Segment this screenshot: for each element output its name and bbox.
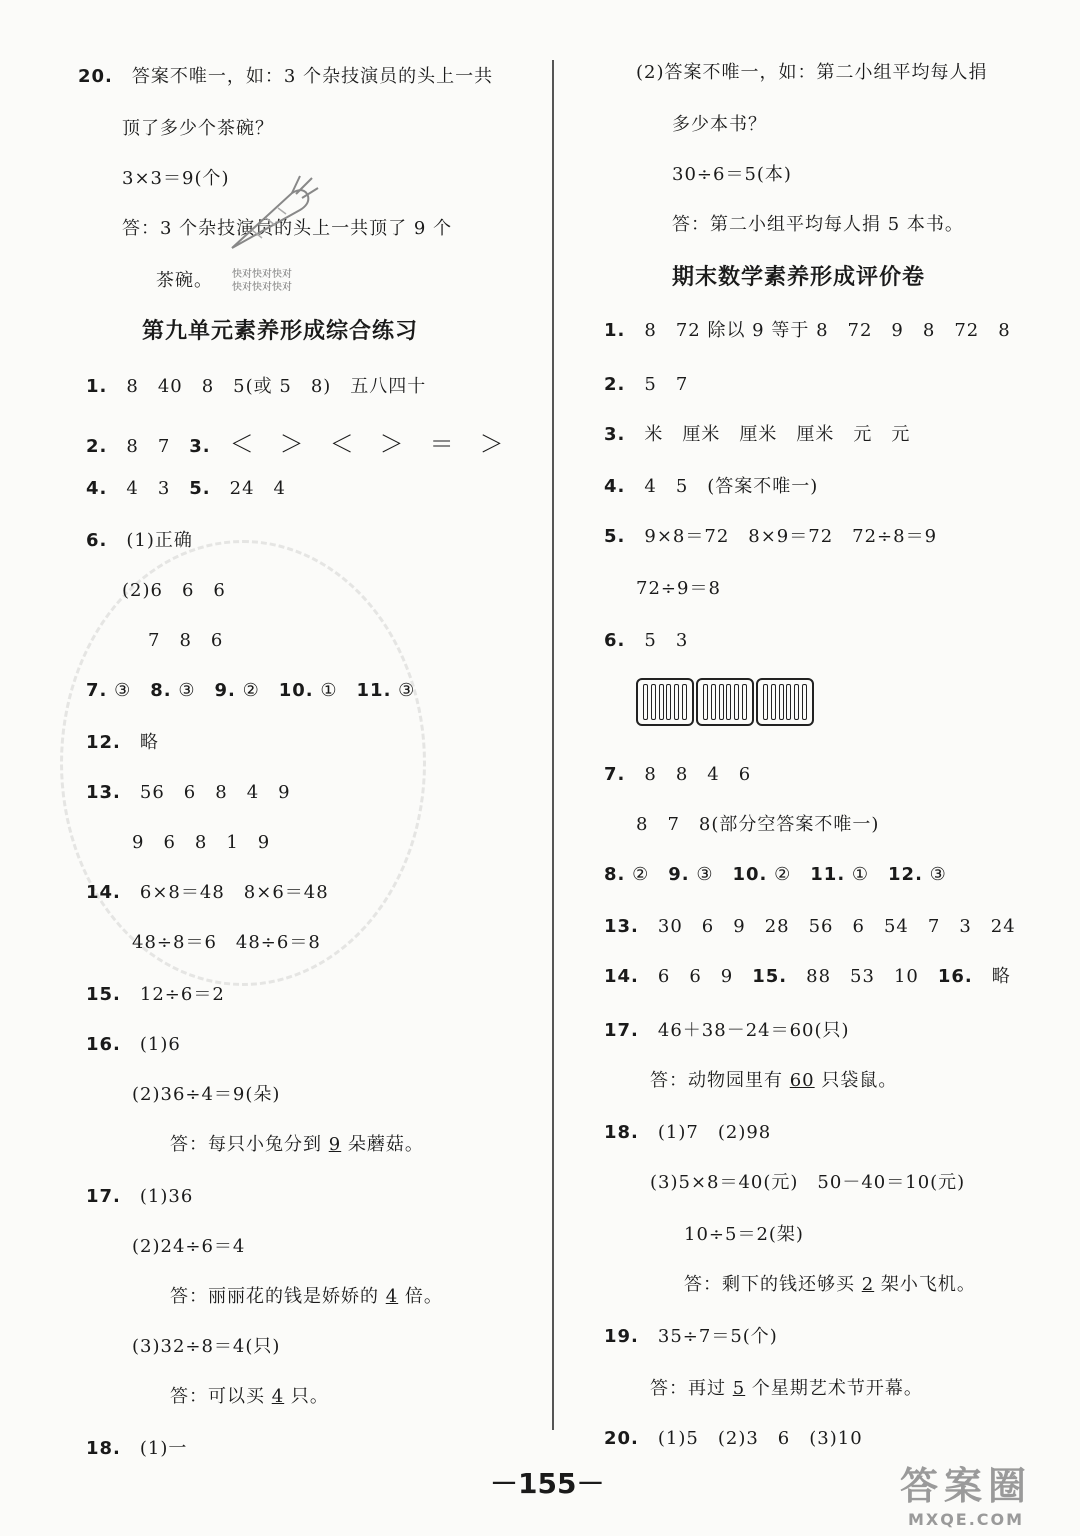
left-item-2-3: 2. 8 7 3. ＜ ＞ ＜ ＞ ＝ ＞ xyxy=(86,430,505,458)
left-item-16-part2: (2)36÷4＝9(朵) xyxy=(132,1084,281,1105)
left-item-7-11: 7. ③ 8. ③ 9. ② 10. ① 11. ③ xyxy=(86,680,416,701)
right-item-4: 4. 4 5 (答案不唯一) xyxy=(604,476,819,497)
right-q-line4: 答：第二小组平均每人捐 5 本书。 xyxy=(672,214,964,235)
left-item-6-part2: (2)6 6 6 xyxy=(122,580,226,601)
left-item-6: 6. (1)正确 xyxy=(86,530,193,551)
left-item-4-5: 4. 4 3 5. 24 4 xyxy=(86,478,287,499)
left-item-17-part2: (2)24÷6＝4 xyxy=(132,1236,246,1257)
right-item-3: 3. 米 厘米 厘米 厘米 元 元 xyxy=(604,424,911,445)
left-item-17-answer2: 答：可以买 4 只。 xyxy=(170,1386,329,1407)
column-divider xyxy=(552,60,554,1430)
right-item-5: 5. 9×8＝72 8×9＝72 72÷8＝9 xyxy=(604,526,938,547)
left-q20-line5: 茶碗。 xyxy=(156,270,213,291)
left-item-16-answer: 答：每只小兔分到 9 朵蘑菇。 xyxy=(170,1134,424,1155)
right-item-17: 17. 46＋38－24＝60(只) xyxy=(604,1020,850,1041)
left-item-16: 16. (1)6 xyxy=(86,1034,181,1055)
left-section-title: 第九单元素养形成综合练习 xyxy=(142,319,419,344)
faded-stamp xyxy=(60,540,426,986)
counting-sticks-figure xyxy=(636,678,814,726)
right-item-6: 6. 5 3 xyxy=(604,630,689,651)
right-item-17-answer: 答：动物园里有 60 只袋鼠。 xyxy=(650,1070,898,1091)
right-item-1: 1. 8 72 除以 9 等于 8 72 9 8 72 8 xyxy=(604,320,1011,341)
right-section-title: 期末数学素养形成评价卷 xyxy=(672,265,926,290)
left-item-14: 14. 6×8＝48 8×6＝48 xyxy=(86,882,329,903)
right-item-13: 13. 30 6 9 28 56 6 54 7 3 24 xyxy=(604,916,1016,937)
right-q-line3: 30÷6＝5(本) xyxy=(672,164,792,185)
left-q20-line1: 20. 答案不唯一，如：3 个杂技演员的头上一共 xyxy=(78,66,494,87)
right-item-7: 7. 8 8 4 6 xyxy=(604,764,752,785)
right-item-19-answer: 答：再过 5 个星期艺术节开幕。 xyxy=(650,1378,923,1399)
left-q20-line2: 顶了多少个茶碗？ xyxy=(122,118,274,139)
right-item-18-part3: 10÷5＝2(架) xyxy=(684,1224,804,1245)
right-item-20: 20. (1)5 (2)3 6 (3)10 xyxy=(604,1428,863,1449)
stick-bundle xyxy=(696,678,754,726)
site-logo: 答案圈 MXQE.COM xyxy=(900,1464,1033,1529)
left-item-13: 13. 56 6 8 4 9 xyxy=(86,782,291,803)
watermark-text: 快对快对快对 快对快对快对 xyxy=(232,269,292,293)
left-item-17-answer: 答：丽丽花的钱是娇娇的 4 倍。 xyxy=(170,1286,443,1307)
right-item-19: 19. 35÷7＝5(个) xyxy=(604,1326,778,1347)
page-number: －155－ xyxy=(490,1467,605,1500)
right-item-18-answer: 答：剩下的钱还够买 2 架小飞机。 xyxy=(684,1274,976,1295)
left-item-12: 12. 略 xyxy=(86,732,159,753)
right-item-14-16: 14. 6 6 9 15. 88 53 10 16. 略 xyxy=(604,966,1011,987)
left-q20-line4: 答：3 个杂技演员的头上一共顶了 9 个 xyxy=(122,218,453,239)
left-item-14-part2: 48÷8＝6 48÷6＝8 xyxy=(132,932,321,953)
stick-bundle xyxy=(756,678,814,726)
left-item-15: 15. 12÷6＝2 xyxy=(86,984,225,1005)
right-item-18-part2: (3)5×8＝40(元) 50－40＝10(元) xyxy=(650,1172,966,1193)
right-item-8-12: 8. ② 9. ③ 10. ② 11. ① 12. ③ xyxy=(604,864,947,885)
right-q-line1: (2)答案不唯一，如：第二小组平均每人捐 xyxy=(636,62,988,83)
right-item-2: 2. 5 7 xyxy=(604,374,689,395)
left-item-6-part3: 7 8 6 xyxy=(148,630,224,651)
right-item-7-part2: 8 7 8(部分空答案不唯一) xyxy=(636,814,880,835)
right-item-18: 18. (1)7 (2)98 xyxy=(604,1122,772,1143)
right-q-line2: 多少本书？ xyxy=(672,114,767,135)
left-item-13-part2: 9 6 8 1 9 xyxy=(132,832,271,853)
left-item-17: 17. (1)36 xyxy=(86,1186,194,1207)
left-item-17-part3: (3)32÷8＝4(只) xyxy=(132,1336,281,1357)
left-item-18: 18. (1)一 xyxy=(86,1438,188,1459)
right-item-5-part2: 72÷9＝8 xyxy=(636,578,721,599)
left-q20-line3: 3×3＝9(个) xyxy=(122,168,230,189)
stick-bundle xyxy=(636,678,694,726)
carrot-doodle-icon xyxy=(222,168,322,258)
left-item-1: 1. 8 40 8 5(或 5 8) 五八四十 xyxy=(86,376,427,397)
